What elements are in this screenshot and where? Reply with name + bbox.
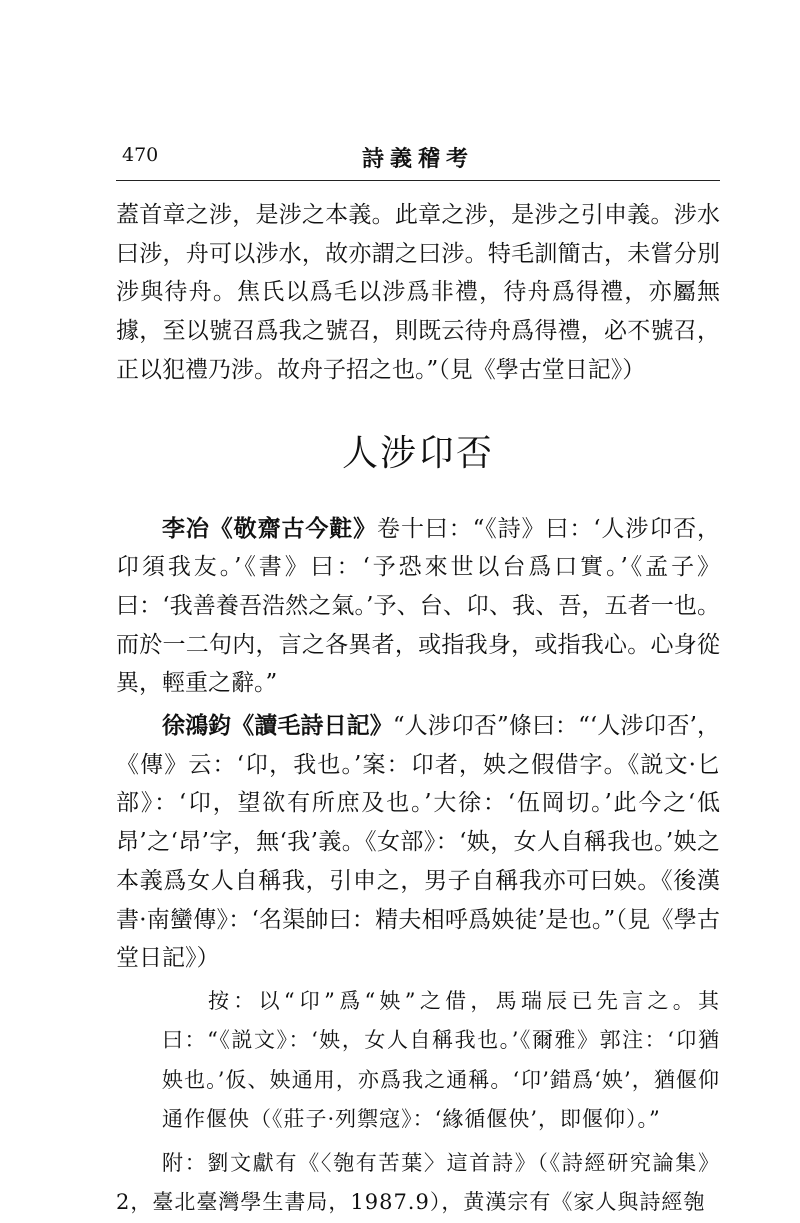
page-body <box>116 196 720 1223</box>
page-number: 470 <box>122 144 159 166</box>
citation-text: 卷十曰：“《詩》曰：‘人涉卬否，卬須我友。’《書》曰：‘予恐來世以台爲口實。’《孟子》曰：‘我善養吾浩然之氣。’予、台、卬、我、吾，五者一也。而於一二句内，言之各異者，或指我身，或指我心。心身從異，輕重之辭。” <box>116 515 721 697</box>
citation-paragraph-li-ye <box>116 510 720 704</box>
citation-text: “人涉卬否”條曰：“‘人涉卬否’，《傳》云：‘卬，我也。’案：卬者，姎之假借字。《説文·匕部》：‘卬，望欲有所庶及也。’大徐：‘伍岡切。’此今之‘低昂’之‘昂’字，無‘我’義。《女部》：‘姎，女人自稱我也。’姎之本義爲女人自稱我，引申之，男子自稱我亦可曰姎。《後漢書·南蠻傳》：‘名渠帥曰：精夫相呼爲姎徒’是也。”（見《學古堂日記》） <box>116 713 720 972</box>
page-header <box>116 140 720 181</box>
section-title: 人涉卬否 <box>341 432 494 474</box>
citation-author: 李冶《敬齋古今黈》 <box>162 514 378 542</box>
intro-paragraph: 蓋首章之涉，是涉之本義。此章之涉，是涉之引申義。涉水曰涉，舟可以涉水，故亦謂之曰涉。特毛訓簡古，未嘗分別涉與待舟。焦氏以爲毛以涉爲非禮，待舟爲得禮，亦屬無據，至以號召爲我之號召，則既云待舟爲得禮，必不號召，正以犯禮乃涉。故舟子招之也。”（見《學古堂日記》） <box>116 202 720 383</box>
appendix-note: 附：劉文獻有《〈匏有苦葉〉這首詩》（《詩經研究論集》2，臺北臺灣學生書局，1987.9），黄漢宗有《家人與詩經匏 <box>116 1150 720 1215</box>
citation-author: 徐鴻鈞《讀毛詩日記》 <box>162 712 393 740</box>
running-title: 詩義稽考 <box>361 146 474 172</box>
editor-note: 按：以“卬”爲“姎”之借，馬瑞辰已先言之。其曰：“《説文》：‘姎，女人自稱我也。’《爾雅》郭注：‘卬猶姎也。’仮、姎通用，亦爲我之通稱。‘卬’錯爲‘姎’，猶偃仰通作偃佒（《莊子·列禦寇》：‘緣循偃佒’，即偃仰）。” <box>162 988 720 1132</box>
citation-paragraph-xu-hongjun <box>116 707 720 978</box>
